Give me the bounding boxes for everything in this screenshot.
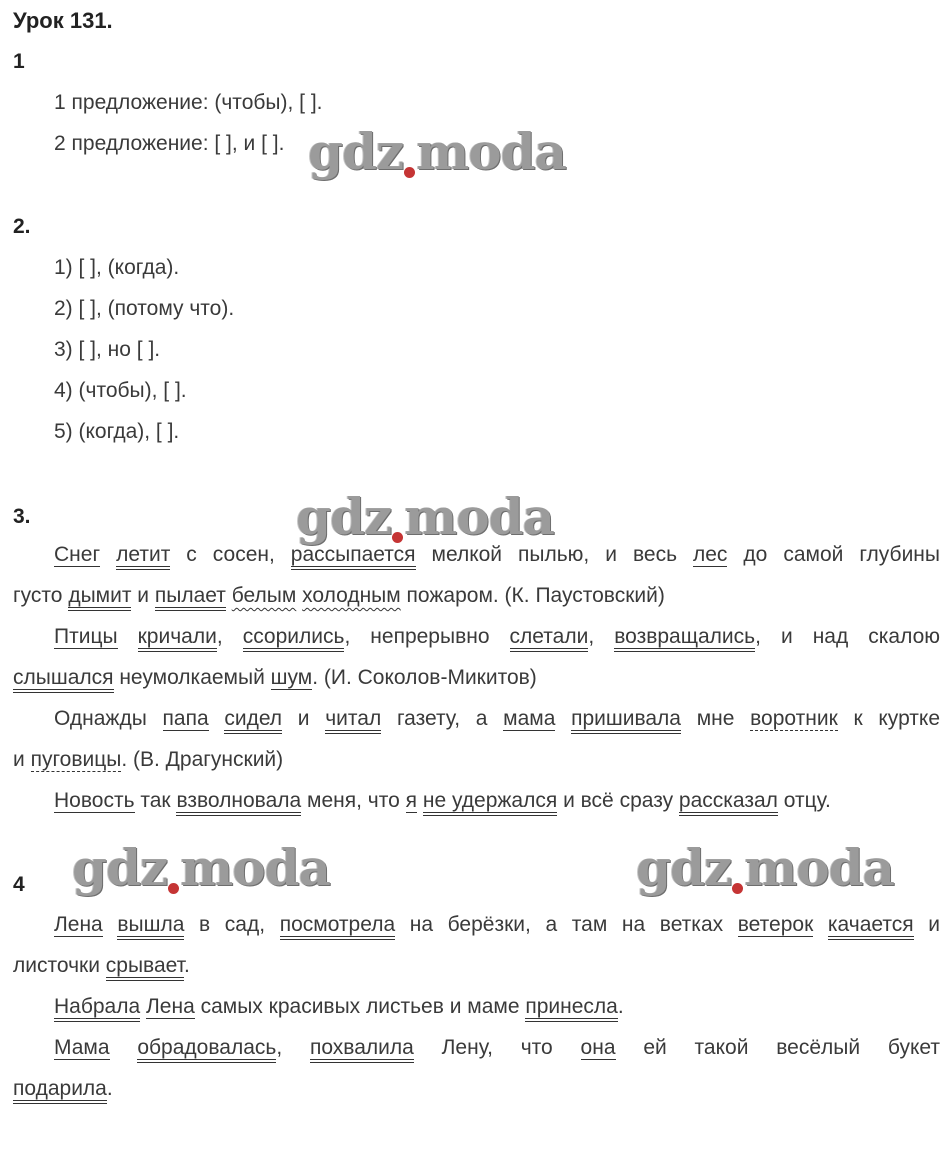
exercise-2-line-4: 4) (чтобы), [ ]. (54, 379, 187, 402)
exercise-4-number: 4 (13, 873, 25, 896)
predicate-word: качается (828, 913, 914, 940)
exercise-2-line-5: 5) (когда), [ ]. (54, 420, 180, 443)
predicate-word: рассказал (679, 789, 778, 816)
subject-word: Новость (54, 789, 135, 812)
predicate-word: ссорились (243, 625, 345, 652)
subject-word: она (580, 1036, 616, 1059)
exercise-2-line-3: 3) [ ], но [ ]. (54, 338, 161, 361)
exercise-4-sentence-1-line-2: листочки срывает. (13, 951, 190, 981)
predicate-word: взволновала (176, 789, 301, 816)
predicate-word: дымит (68, 584, 131, 611)
exercise-3-sentence-4: Новость так взволновала меня, что я не удержался и всё сразу рассказал отцу. (54, 786, 831, 816)
exercise-3-sentence-2-line-2: слышался неумолкаемый шум. (И. Соколов-Микитов) (13, 663, 537, 693)
subject-word: Птицы (54, 625, 118, 648)
predicate-word: слетали (510, 625, 589, 652)
predicate-word: обрадовалась (137, 1036, 276, 1063)
attribute-word: холодным (302, 584, 401, 607)
watermark-dot-icon (404, 167, 415, 178)
exercise-3-sentence-1-line-2: густо дымит и пылает белым холодным пожаром. (К. Паустовский) (13, 581, 665, 611)
predicate-word: подарила (13, 1077, 107, 1104)
exercise-1-number: 1 (13, 50, 25, 73)
exercise-3-sentence-3-line-1: Однажды папа сидел и читал газету, а мама пришивала мне воротник к куртке (54, 704, 940, 734)
subject-word: ветерок (737, 913, 814, 936)
exercise-3-sentence-3-line-2: и пуговицы. (В. Драгунский) (13, 748, 284, 771)
object-word: воротник (750, 707, 838, 730)
watermark-logo: gdz moda (636, 838, 894, 897)
exercise-2-line-1: 1) [ ], (когда). (54, 256, 180, 279)
exercise-1-line-2: 2 предложение: [ ], и [ ]. (54, 132, 285, 155)
predicate-word: сидел (224, 707, 282, 734)
watermark-logo: gdz moda (296, 487, 554, 546)
subject-word: Лена (146, 995, 195, 1018)
watermark-dot-icon (732, 883, 743, 894)
predicate-word: Набрала (54, 995, 140, 1022)
subject-word: мама (503, 707, 556, 730)
predicate-word: похвалила (310, 1036, 414, 1063)
exercise-4-sentence-3-line-1: Мама обрадовалась, похвалила Лену, что она ей такой весёлый букет (54, 1033, 940, 1063)
exercise-2-number: 2. (13, 215, 31, 238)
predicate-word: рассыпается (291, 543, 416, 570)
subject-word: Мама (54, 1036, 110, 1059)
exercise-3-number: 3. (13, 505, 31, 528)
predicate-word: кричали (138, 625, 217, 652)
subject-word: Снег (54, 543, 101, 566)
subject-word: лес (693, 543, 728, 566)
predicate-word: посмотрела (280, 913, 395, 940)
exercise-4-sentence-1-line-1: Лена вышла в сад, посмотрела на берёзки, а там на ветках ветерок качается и (54, 910, 940, 940)
predicate-word: пришивала (571, 707, 681, 734)
predicate-word: читал (325, 707, 381, 734)
predicate-word: слышался (13, 666, 114, 693)
predicate-word: вышла (117, 913, 184, 940)
predicate-word: принесла (525, 995, 618, 1022)
subject-word: папа (162, 707, 209, 730)
predicate-word: срывает (106, 954, 184, 981)
exercise-3-sentence-1-line-1: Снег летит с сосен, рассыпается мелкой пылью, и весь лес до самой глубины (54, 540, 940, 570)
watermark-dot-icon (168, 883, 179, 894)
attribute-word: белым (231, 584, 297, 607)
subject-word: Лена (54, 913, 103, 936)
predicate-word: летит (116, 543, 170, 570)
predicate-word: не удержался (423, 789, 557, 816)
exercise-3-sentence-2-line-1: Птицы кричали, ссорились, непрерывно слетали, возвращались, и над скалою (54, 622, 940, 652)
exercise-4-sentence-3-line-2: подарила. (13, 1074, 113, 1104)
watermark-logo: gdz moda (308, 122, 566, 181)
exercise-4-sentence-2: Набрала Лена самых красивых листьев и маме принесла. (54, 992, 624, 1022)
exercise-1-line-1: 1 предложение: (чтобы), [ ]. (54, 91, 323, 114)
object-word: пуговицы (30, 748, 122, 771)
subject-word: шум (270, 666, 313, 689)
exercise-2-line-2: 2) [ ], (потому что). (54, 297, 235, 320)
predicate-word: возвращались (614, 625, 755, 652)
subject-word: я (405, 789, 417, 812)
page-title: Урок 131. (13, 8, 113, 33)
predicate-word: пылает (155, 584, 226, 611)
watermark-logo: gdz moda (72, 838, 330, 897)
